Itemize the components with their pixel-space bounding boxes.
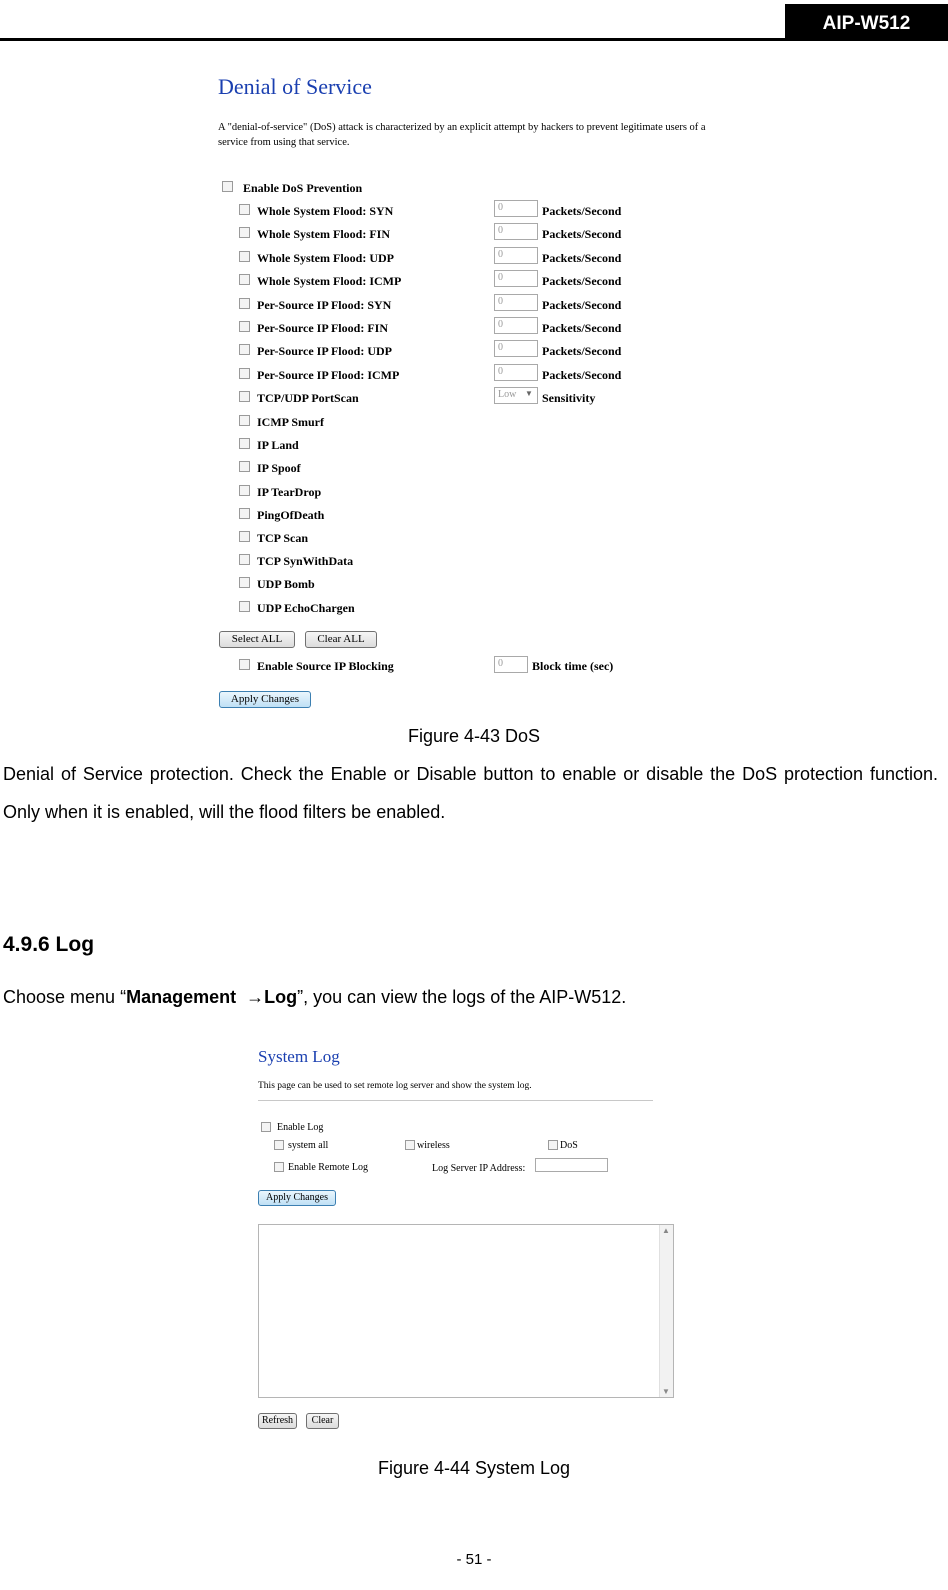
chevron-down-icon: ▼ [525, 389, 533, 398]
attack-label: PingOfDeath [257, 507, 325, 522]
attack-label: IP TearDrop [257, 484, 322, 499]
flood-unit-label: Packets/Second [542, 204, 622, 218]
attack-checkbox[interactable] [239, 601, 250, 612]
select-all-button[interactable]: Select ALL [219, 631, 295, 648]
attack-label: ICMP Smurf [257, 415, 324, 429]
section-heading: 4.9.6 Log [3, 933, 95, 956]
arrow-right-icon: → [246, 987, 265, 1007]
body-paragraph: Denial of Service protection. Check the Enable or Disable button to enable or disable the DoS protection function. Only when it is enabled, will the flood filters be enabled. [3, 764, 938, 822]
sensitivity-select[interactable] [494, 387, 538, 404]
scroll-down-icon[interactable]: ▼ [662, 1387, 670, 1396]
attack-checkbox[interactable] [239, 415, 250, 426]
system-all-checkbox[interactable] [274, 1140, 284, 1150]
attack-label: UDP EchoChargen [257, 600, 355, 615]
attack-checkbox[interactable] [239, 438, 250, 449]
page-number: - 51 - [456, 1551, 492, 1568]
flood-checkbox[interactable] [239, 321, 250, 332]
flood-rate-input[interactable]: 0 [494, 294, 538, 311]
attack-label: TCP Scan [257, 531, 309, 545]
flood-rate-input[interactable]: 0 [494, 200, 538, 217]
flood-checkbox[interactable] [239, 298, 250, 309]
attack-checkbox[interactable] [239, 461, 250, 472]
portscan-label: TCP/UDP PortScan [257, 391, 359, 405]
dos-log-label: DoS [560, 1140, 578, 1151]
flood-rate-input[interactable]: 0 [494, 270, 538, 287]
flood-checkbox[interactable] [239, 251, 250, 262]
clear-all-button[interactable]: Clear ALL [305, 631, 377, 648]
clear-button[interactable]: Clear [306, 1413, 339, 1429]
source-block-label: Enable Source IP Blocking [257, 659, 394, 673]
log-server-label: Log Server IP Address: [432, 1163, 526, 1174]
block-time-label: Block time (sec) [532, 659, 614, 673]
attack-checkbox[interactable] [239, 508, 250, 519]
attack-label: IP Land [257, 438, 299, 453]
log-apply-button[interactable]: Apply Changes [258, 1190, 336, 1206]
flood-rate-input[interactable]: 0 [494, 317, 538, 334]
flood-checkbox[interactable] [239, 227, 250, 238]
sensitivity-value: Low [498, 389, 517, 400]
intro-text-after: ”, you can view the logs of the AIP-W512. [297, 987, 627, 1007]
refresh-button[interactable]: Refresh [258, 1413, 297, 1429]
dos-description: A "denial-of-service" (DoS) attack is characterized by an explicit attempt by hackers to prevent legitimate users of a service from using that service. [218, 122, 706, 148]
flood-checkbox[interactable] [239, 204, 250, 215]
intro-menu-log: Log [264, 987, 298, 1007]
remote-log-checkbox[interactable] [274, 1162, 284, 1172]
flood-rate-input[interactable]: 0 [494, 247, 538, 264]
block-time-input[interactable]: 0 [494, 656, 528, 673]
flood-rate-input[interactable]: 0 [494, 223, 538, 240]
attack-label: TCP SynWithData [257, 554, 354, 569]
flood-checkbox[interactable] [239, 274, 250, 285]
attack-label: IP Spoof [257, 461, 301, 476]
flood-label: Whole System Flood: UDP [257, 250, 394, 265]
flood-checkbox[interactable] [239, 344, 250, 355]
source-block-checkbox[interactable] [239, 659, 250, 670]
enable-log-label: Enable Log [277, 1122, 324, 1133]
enable-dos-checkbox[interactable] [222, 181, 233, 192]
attack-label: UDP Bomb [257, 577, 315, 592]
sensitivity-label: Sensitivity [542, 391, 596, 405]
flood-label: Whole System Flood: ICMP [257, 274, 402, 289]
product-tab: AIP-W512 [785, 4, 948, 40]
log-textarea[interactable] [258, 1224, 674, 1398]
intro-menu-management: Management [126, 987, 237, 1007]
flood-unit-label: Packets/Second [542, 297, 622, 312]
dos-title: Denial of Service [218, 74, 372, 99]
dos-log-checkbox[interactable] [548, 1140, 558, 1150]
flood-unit-label: Packets/Second [542, 367, 622, 382]
flood-label: Per-Source IP Flood: SYN [257, 297, 392, 312]
flood-label: Per-Source IP Flood: UDP [257, 344, 392, 359]
portscan-checkbox[interactable] [239, 391, 250, 402]
flood-unit-label: Packets/Second [542, 321, 622, 335]
flood-rate-input[interactable]: 0 [494, 364, 538, 381]
flood-unit-label: Packets/Second [542, 250, 622, 265]
intro-text-before: Choose menu “ [3, 987, 127, 1007]
flood-label: Per-Source IP Flood: FIN [257, 321, 388, 335]
enable-log-checkbox[interactable] [261, 1122, 271, 1132]
flood-checkbox[interactable] [239, 368, 250, 379]
flood-label: Whole System Flood: SYN [257, 204, 394, 218]
remote-log-label: Enable Remote Log [288, 1162, 368, 1173]
log-title: System Log [258, 1047, 340, 1066]
flood-unit-label: Packets/Second [542, 227, 622, 242]
attack-checkbox[interactable] [239, 531, 250, 542]
figure-caption-dos: Figure 4-43 DoS [407, 726, 541, 746]
flood-label: Whole System Flood: FIN [257, 227, 390, 242]
flood-label: Per-Source IP Flood: ICMP [257, 367, 400, 382]
attack-checkbox[interactable] [239, 485, 250, 496]
scroll-up-icon[interactable]: ▲ [662, 1226, 670, 1235]
dos-apply-button[interactable]: Apply Changes [219, 691, 311, 708]
log-scrollbar[interactable] [659, 1225, 673, 1397]
attack-checkbox[interactable] [239, 577, 250, 588]
enable-dos-label: Enable DoS Prevention [243, 181, 363, 195]
flood-unit-label: Packets/Second [542, 274, 622, 289]
log-description: This page can be used to set remote log server and show the system log. [258, 1081, 532, 1091]
log-divider [258, 1100, 653, 1101]
wireless-label: wireless [417, 1140, 450, 1151]
system-all-label: system all [288, 1140, 329, 1151]
wireless-checkbox[interactable] [405, 1140, 415, 1150]
flood-rate-input[interactable]: 0 [494, 340, 538, 357]
log-server-input[interactable] [535, 1158, 608, 1172]
attack-checkbox[interactable] [239, 554, 250, 565]
figure-caption-log: Figure 4-44 System Log [377, 1458, 571, 1478]
section-intro [3, 987, 626, 1008]
flood-unit-label: Packets/Second [542, 344, 622, 359]
